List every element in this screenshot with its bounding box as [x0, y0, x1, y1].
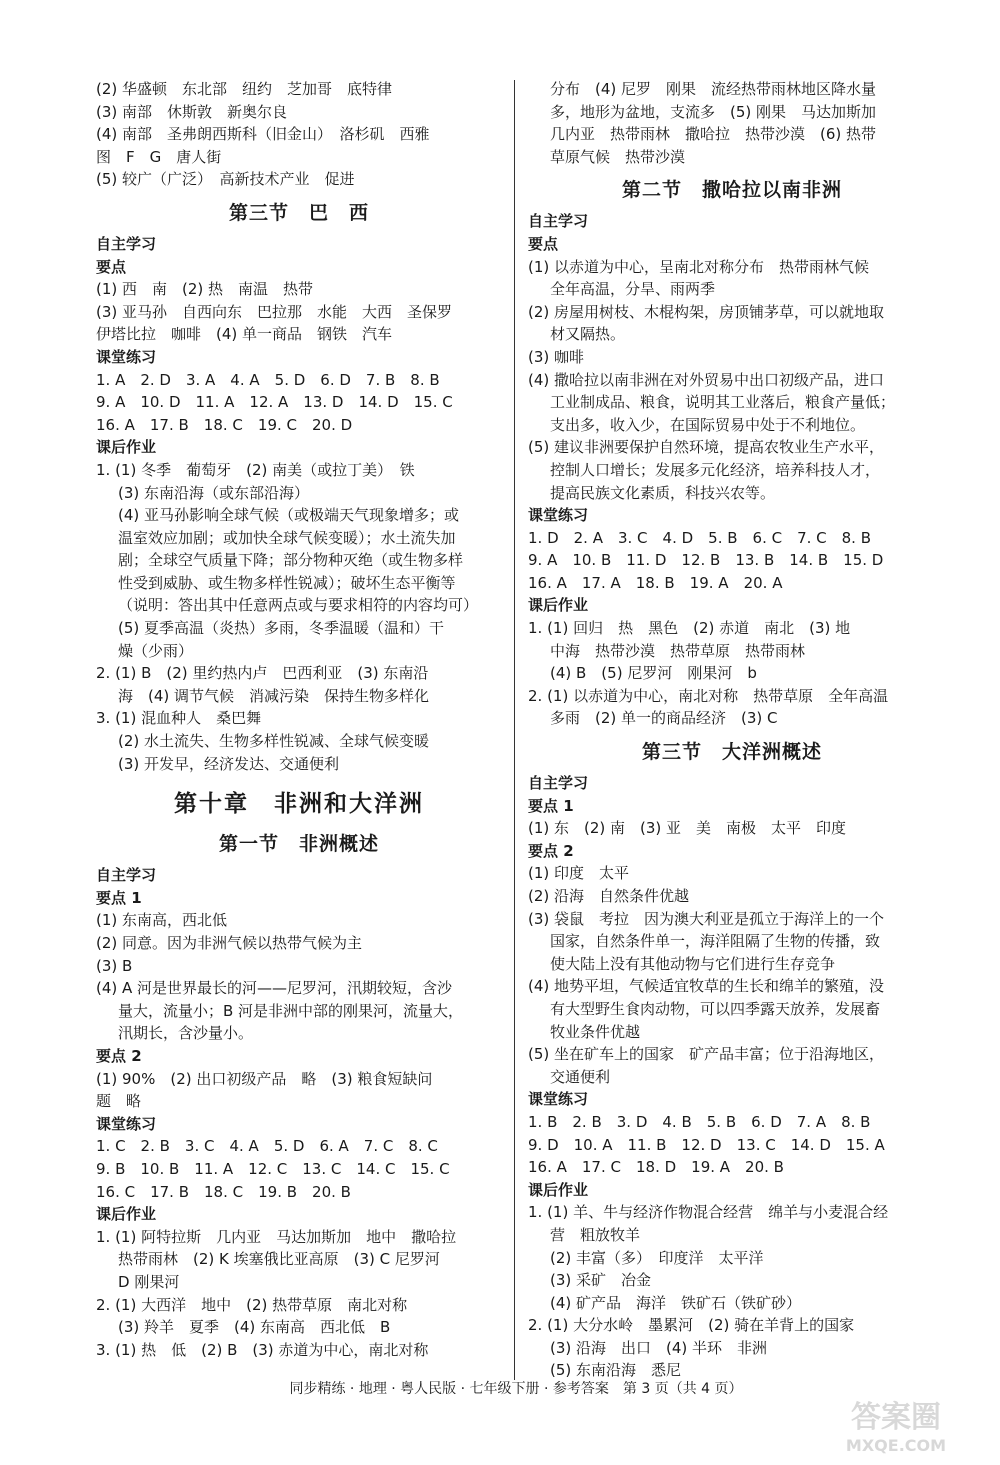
text-line-indented: 材又隔热。	[550, 325, 626, 344]
text-line: (1) 90% (2) 出口初级产品 略 (3) 粮食短缺问	[96, 1069, 433, 1088]
text-line-indented: (5) 夏季高温（炎热）多雨，冬季温暖（温和）干	[118, 619, 445, 638]
text-line: 1. (1) 冬季 葡萄牙 (2) 南美（或拉丁美） 铁	[96, 460, 415, 479]
text-line-indented: (2) 丰富（多） 印度洋 太平洋	[550, 1248, 764, 1267]
text-line-indented: 燥（少雨）	[118, 641, 194, 660]
text-line: 1. C 2. B 3. C 4. A 5. D 6. A 7. C 8. C	[96, 1137, 438, 1156]
text-line: 16. A 17. A 18. B 19. A 20. A	[528, 573, 783, 592]
text-line-indented: 分布 (4) 尼罗 刚果 流经热带雨林地区降水量	[550, 80, 877, 98]
page-footer: 同步精练 · 地理 · 粤人民版 · 七年级下册 · 参考答案 第 3 页（共 4 页）	[289, 1381, 743, 1397]
text-line: 2. (1) 大西洋 地中 (2) 热带草原 南北对称	[96, 1295, 408, 1314]
text-line: 2. (1) B (2) 里约热内卢 巴西利亚 (3) 东南沿	[96, 664, 429, 683]
text-line: 9. D 10. A 11. B 12. D 13. C 14. D 15. A	[528, 1135, 885, 1154]
chapter-heading: 第十章 非洲和大洋洲	[174, 791, 424, 818]
section-label: 课后作业	[528, 596, 589, 615]
text-line-indented: 海 (4) 调节气候 消减污染 保持生物多样化	[118, 686, 430, 705]
section-heading: 第一节 非洲概述	[218, 833, 379, 856]
text-line: (1) 西 南 (2) 热 南温 热带	[96, 280, 314, 299]
section-heading: 第二节 撒哈拉以南非洲	[621, 179, 842, 202]
text-line-indented: (4) 亚马孙影响全球气候（或极端天气现象增多；或	[118, 506, 460, 525]
text-line-indented: (4) 矿产品 海洋 铁矿石（铁矿砂）	[550, 1293, 802, 1312]
section-label: 自主学习	[528, 774, 589, 793]
text-line: 1. A 2. D 3. A 4. A 5. D 6. D 7. B 8. B	[96, 370, 440, 389]
text-line: (5) 坐在矿车上的国家 矿产品丰富；位于沿海地区，	[528, 1045, 885, 1064]
text-line: (1) 以赤道为中心，呈南北对称分布 热带雨林气候	[528, 257, 870, 276]
text-line: 3. (1) 热 低 (2) B (3) 赤道为中心，南北对称	[96, 1340, 429, 1359]
text-line: (1) 东南高，西北低	[96, 911, 228, 930]
text-line-indented: 提高民族文化素质，科技兴农等。	[550, 483, 776, 502]
text-line-indented: 控制人口增长；发展多元化经济，培养科技人才，	[550, 460, 881, 479]
text-line: 16. A 17. B 18. C 19. C 20. D	[96, 415, 353, 434]
text-line-indented: 多，地形为盆地，支流多 (5) 刚果 马达加斯加	[550, 102, 877, 121]
text-line: 9. B 10. B 11. A 12. C 13. C 14. C 15. C	[96, 1159, 450, 1178]
text-line-indented: 热带雨林 (2) K 埃塞俄比亚高原 (3) C 尼罗河	[118, 1250, 440, 1269]
text-line: (4) 地势平坦，气候适宜牧草的生长和绵羊的繁殖，没	[528, 977, 885, 996]
section-label: 课堂练习	[96, 1114, 157, 1133]
section-label: 要点	[96, 257, 127, 276]
text-line-indented: (3) 开发早，经济发达、交通便利	[118, 754, 340, 773]
text-line-indented: 汛期长，含沙量小。	[118, 1024, 254, 1043]
text-line-indented: 工业制成品、粮食，说明其工业落后，粮食产量低；	[550, 393, 896, 412]
text-line-indented: 交通便利	[550, 1067, 611, 1086]
text-line-indented: 中海 热带沙漠 热带草原 热带雨林	[550, 641, 806, 660]
section-heading: 第三节 大洋洲概述	[641, 741, 822, 764]
text-line-indented: 使大陆上没有其他动物与它们进行生存竞争	[550, 954, 836, 973]
text-line: (3) 咖啡	[528, 347, 585, 366]
section-label: 要点 2	[528, 841, 574, 860]
text-line: (4) A 河是世界最长的河——尼罗河，汛期较短，含沙	[96, 979, 453, 998]
text-line: (1) 东 (2) 南 (3) 亚 美 南极 太平 印度	[528, 819, 847, 838]
text-line-indented: 几内亚 热带雨林 撒哈拉 热带沙漠 (6) 热带	[550, 125, 877, 144]
section-label: 要点	[528, 234, 559, 253]
text-line: (2) 同意。因为非洲气候以热带气候为主	[96, 934, 363, 952]
text-line-indented: 营 粗放牧羊	[550, 1225, 641, 1244]
section-label: 课堂练习	[96, 347, 157, 366]
text-line: (3) 南部 休斯敦 新奥尔良	[96, 102, 288, 121]
text-line: 9. A 10. B 11. D 12. B 13. B 14. B 15. D	[528, 551, 884, 570]
text-line: 2. (1) 以赤道为中心，南北对称 热带草原 全年高温	[528, 686, 889, 705]
section-label: 自主学习	[96, 234, 157, 253]
text-line-indented: D 刚果河	[118, 1272, 180, 1291]
text-line-indented: 温室效应加剧；或加快全球气候变暖）；水土流失加	[118, 528, 456, 547]
text-line: 伊塔比拉 咖啡 (4) 单一商品 钢铁 汽车	[96, 325, 393, 344]
column-divider	[514, 80, 515, 1380]
text-line: 16. C 17. B 18. C 19. B 20. B	[96, 1182, 351, 1201]
text-line: 1. D 2. A 3. C 4. D 5. B 6. C 7. C 8. B	[528, 528, 872, 547]
text-line-indented: 支出多，收入少，在国际贸易中处于不利地位。	[550, 415, 866, 434]
text-line-indented: (3) 沿海 出口 (4) 半环 非洲	[550, 1338, 768, 1357]
text-line-indented: 国家，自然条件单一，海洋阻隔了生物的传播，致	[550, 932, 881, 951]
text-line: (3) B	[96, 956, 133, 975]
text-line: (5) 较广（广泛） 高新技术产业 促进	[96, 170, 355, 189]
text-line-indented: （说明：答出其中任意两点或与要求相符的内容均可）	[118, 596, 479, 615]
text-line: (3) 袋鼠 考拉 因为澳大利亚是孤立于海洋上的一个	[528, 909, 885, 928]
section-label: 课后作业	[96, 1205, 157, 1224]
text-line-indented: 有大型野生食肉动物，可以四季露天放养，发展畜	[550, 999, 881, 1018]
text-line-indented: 全年高温，分旱、雨两季	[550, 280, 716, 299]
text-line: (4) 撒哈拉以南非洲在对外贸易中出口初级产品，进口	[528, 370, 885, 389]
text-line: 1. (1) 回归 热 黑色 (2) 赤道 南北 (3) 地	[528, 619, 851, 638]
section-label: 自主学习	[528, 212, 589, 231]
text-line: 2. (1) 大分水岭 墨累河 (2) 骑在羊背上的国家	[528, 1316, 855, 1335]
text-line: 1. B 2. B 3. D 4. B 5. B 6. D 7. A 8. B	[528, 1112, 871, 1131]
text-line: 图 F G 唐人街	[96, 147, 222, 166]
text-line: (4) 南部 圣弗朗西斯科（旧金山） 洛杉矶 西雅	[96, 125, 430, 144]
text-line-indented: (2) 水土流失、生物多样性锐减、全球气候变暖	[118, 732, 430, 751]
watermark-text: 答案圈	[851, 1400, 941, 1435]
section-label: 要点 2	[96, 1046, 142, 1065]
text-line: 1. (1) 阿特拉斯 几内亚 马达加斯加 地中 撒哈拉	[96, 1227, 457, 1246]
section-label: 课后作业	[528, 1180, 589, 1199]
text-line: 1. (1) 羊、牛与经济作物混合经营 绵羊与小麦混合经	[528, 1203, 889, 1222]
left-column	[96, 78, 502, 1361]
text-line: 9. A 10. D 11. A 12. A 13. D 14. D 15. C	[96, 393, 453, 412]
text-line: 3. (1) 混血种人 桑巴舞	[96, 709, 262, 728]
section-label: 要点 1	[96, 888, 142, 907]
right-column	[528, 78, 936, 1382]
text-line: (1) 印度 太平	[528, 864, 630, 883]
text-line: (2) 沿海 自然条件优越	[528, 887, 690, 905]
text-line-indented: 剧；全球空气质量下降；部分物种灭绝（或生物多样	[118, 551, 464, 570]
section-label: 课堂练习	[528, 506, 589, 525]
text-line-indented: 性受到威胁、或生物多样性锐减）；破坏生态平衡等	[118, 573, 456, 592]
text-line-indented: 牧业条件优越	[550, 1022, 641, 1041]
text-line: (2) 华盛顿 东北部 纽约 芝加哥 底特律	[96, 80, 393, 98]
text-line: (3) 亚马孙 自西向东 巴拉那 水能 大西 圣保罗	[96, 302, 453, 321]
text-line: (2) 房屋用树枝、木棍构架，房顶铺茅草，可以就地取	[528, 302, 885, 321]
text-line: (5) 建议非洲要保护自然环境，提高农牧业生产水平，	[528, 438, 885, 457]
text-line-indented: (3) 采矿 冶金	[550, 1271, 652, 1290]
text-line: 16. A 17. C 18. D 19. A 20. B	[528, 1158, 784, 1177]
text-line-indented: (5) 东南沿海 悉尼	[550, 1361, 682, 1380]
watermark-logo	[808, 1395, 984, 1457]
watermark-url: MXQE.COM	[845, 1436, 947, 1455]
section-label: 要点 1	[528, 796, 574, 815]
text-line-indented: 草原气候 热带沙漠	[550, 147, 686, 166]
text-line-indented: (3) 羚羊 夏季 (4) 东南高 西北低 B	[118, 1318, 391, 1337]
text-line: 题 略	[96, 1092, 142, 1111]
section-heading: 第三节 巴 西	[228, 201, 369, 224]
text-line-indented: (4) B (5) 尼罗河 刚果河 b	[550, 664, 757, 683]
text-line-indented: 多雨 (2) 单一的商品经济 (3) C	[550, 709, 778, 728]
section-label: 自主学习	[96, 866, 157, 885]
section-label: 课堂练习	[528, 1090, 589, 1109]
text-line-indented: 量大，流量小；B 河是非洲中部的刚果河，流量大，	[118, 1001, 464, 1020]
text-line-indented: (3) 东南沿海（或东部沿海）	[118, 483, 310, 502]
section-label: 课后作业	[96, 438, 157, 457]
